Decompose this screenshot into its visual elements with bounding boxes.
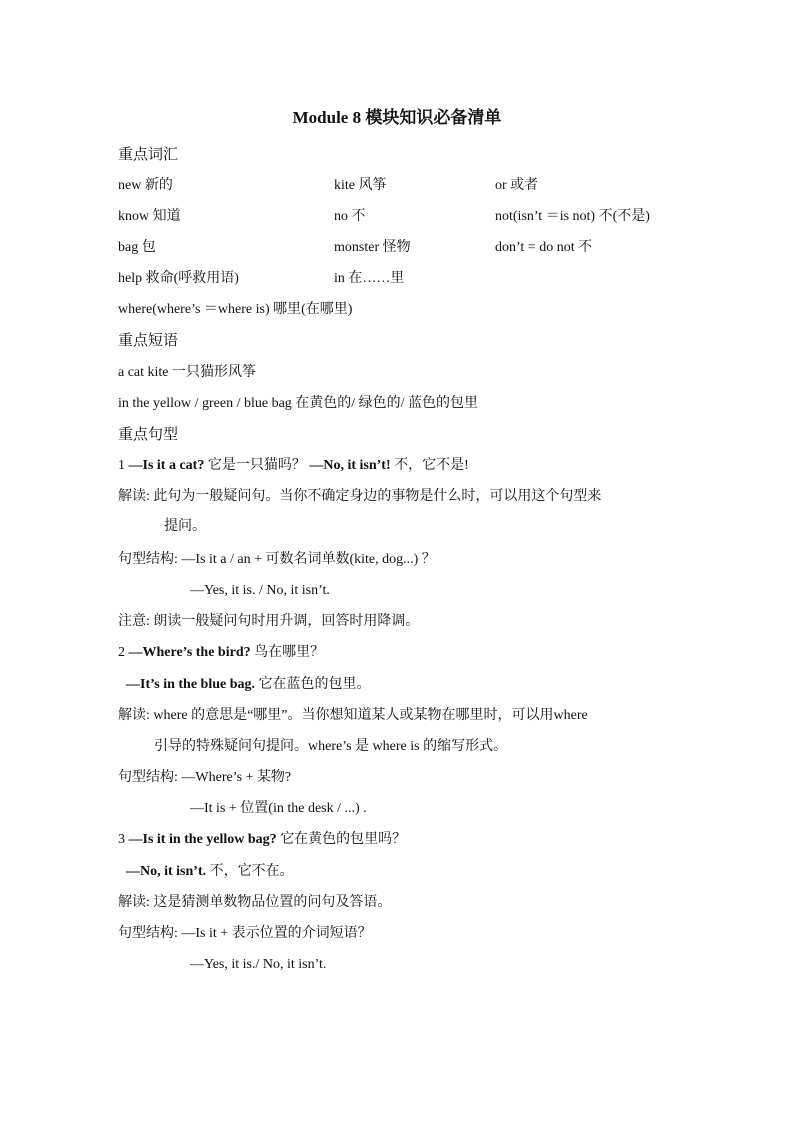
- vocab-item: no 不: [334, 209, 366, 224]
- explanation: 解读: where 的意思是“哪里”。当你想知道某人或某物在哪里时，可以用where: [118, 708, 588, 723]
- sentence-2-answer: [126, 675, 371, 695]
- note: 注意: 朗读一般疑问句时用升调，回答时用降调。: [118, 614, 420, 629]
- sentence-number: 1: [118, 458, 129, 473]
- question-cn: 它在黄色的包里吗？: [276, 832, 407, 847]
- vocab-item: bag 包: [118, 240, 156, 255]
- structure-line: 句型结构: —Is it a / an + 可数名词单数(kite, dog...) ？: [118, 552, 436, 567]
- vocab-item: where(where’s ＝where is) 哪里(在哪里): [118, 302, 353, 317]
- vocab-item: know 知道: [118, 209, 181, 224]
- answer-cn: 它在蓝色的包里。: [255, 677, 371, 692]
- explanation: 解读: 这是猜测单数物品位置的问句及答语。: [118, 895, 392, 910]
- question-en: —Is it in the yellow bag?: [128, 832, 277, 847]
- section-heading-sentences: 重点句型: [118, 427, 179, 443]
- vocab-item: kite 风筝: [334, 178, 387, 193]
- vocab-item: or 或者: [495, 178, 539, 193]
- explanation: 解读: 此句为一般疑问句。当你不确定身边的事物是什么时，可以用这个句型来: [118, 489, 602, 504]
- question-en: —Is it a cat?: [128, 458, 205, 473]
- explanation-continued: 提问。: [164, 519, 206, 534]
- answer-cn: 不，它不在。: [206, 864, 294, 879]
- question-cn: 它是一只猫吗？: [204, 458, 310, 473]
- sentence-1-dialogue: [118, 456, 469, 476]
- phrase-item: a cat kite 一只猫形风筝: [118, 365, 257, 380]
- answer-en: —It’s in the blue bag.: [126, 677, 256, 692]
- sentence-2-question: [118, 643, 324, 663]
- sentence-3-answer: [126, 862, 294, 882]
- explanation-continued: 引导的特殊疑问句提问。where’s 是 where is 的缩写形式。: [154, 739, 508, 754]
- vocab-item: help 救命(呼救用语): [118, 271, 239, 286]
- question-cn: 鸟在哪里？: [250, 645, 325, 660]
- question-en: —Where’s the bird?: [128, 645, 251, 660]
- vocab-item: in 在……里: [334, 271, 405, 286]
- vocab-item: monster 怪物: [334, 240, 411, 255]
- section-heading-vocab: 重点词汇: [118, 147, 179, 163]
- section-heading-phrases: 重点短语: [118, 333, 179, 349]
- sentence-3-question: [118, 830, 406, 850]
- vocab-item: not(isn’t ＝is not) 不(不是): [495, 209, 650, 224]
- structure-line: 句型结构: —Where’s + 某物?: [118, 770, 292, 785]
- vocab-item: new 新的: [118, 178, 173, 193]
- structure-line: —Yes, it is. / No, it isn’t.: [190, 583, 330, 598]
- sentence-number: 3: [118, 832, 129, 847]
- answer-en: —No, it isn’t.: [126, 864, 207, 879]
- structure-line: —It is + 位置(in the desk / ...) .: [190, 801, 367, 816]
- sentence-number: 2: [118, 645, 129, 660]
- answer-cn: 不，它不是!: [390, 458, 469, 473]
- page-title: Module 8 模块知识必备清单: [292, 108, 502, 127]
- structure-line: —Yes, it is./ No, it isn’t.: [190, 957, 327, 972]
- structure-line: 句型结构: —Is it + 表示位置的介词短语？: [118, 926, 372, 941]
- answer-en: —No, it isn’t!: [309, 458, 391, 473]
- vocab-item: don’t = do not 不: [495, 240, 593, 255]
- phrase-item: in the yellow / green / blue bag 在黄色的/ 绿色的/ 蓝色的包里: [118, 396, 479, 411]
